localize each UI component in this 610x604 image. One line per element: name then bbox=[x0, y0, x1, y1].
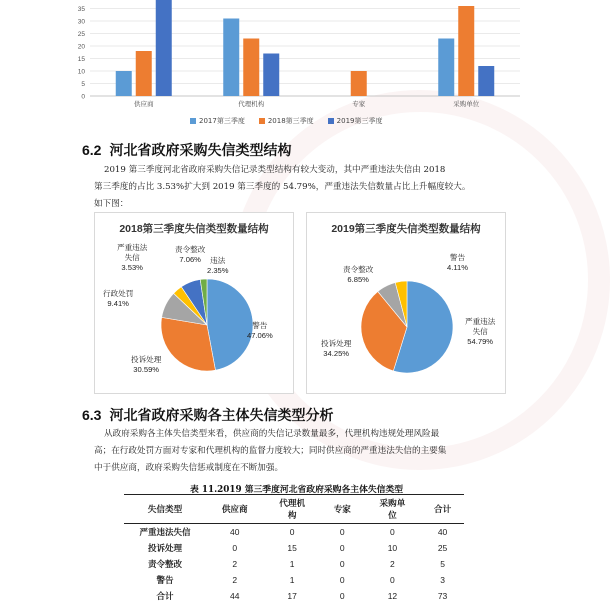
table-cell: 40 bbox=[437, 527, 448, 537]
table-header-cell: 供应商 bbox=[206, 495, 263, 524]
pie-chart-2019 bbox=[306, 212, 506, 394]
table-cell: 0 bbox=[339, 527, 345, 537]
bar-0-0 bbox=[116, 71, 132, 96]
table-cell: 警告 bbox=[156, 576, 174, 586]
section-title: 河北省政府采购失信类型结构 bbox=[109, 143, 292, 159]
table-row bbox=[124, 588, 464, 604]
paragraph-6-2 bbox=[94, 162, 574, 213]
table-cell: 10 bbox=[387, 543, 398, 553]
table-cell: 2 bbox=[232, 575, 238, 585]
legend-label: 2019第三季度 bbox=[336, 117, 383, 125]
table-cell: 0 bbox=[390, 527, 395, 537]
bar-chart-legend bbox=[190, 116, 382, 126]
paragraph-line: 2019 第三季度河北省政府采购失信记录类型结构有较大变动，其中严重违法失信由 2018 bbox=[104, 165, 446, 175]
pie-chart-title: 2018第三季度失信类型数量结构 bbox=[119, 223, 269, 235]
bar-2-3 bbox=[478, 66, 494, 96]
legend-item bbox=[259, 116, 314, 126]
table-row bbox=[124, 540, 464, 556]
legend-item bbox=[328, 116, 383, 126]
paragraph-line: 从政府采购各主体失信类型来看，供应商的失信记录数量最多，代理机构违规处理风险最 bbox=[104, 429, 440, 439]
y-tick-label: 25 bbox=[77, 31, 85, 38]
bar-1-0 bbox=[136, 51, 152, 96]
pie-slice-1 bbox=[161, 317, 215, 371]
bar-0-1 bbox=[223, 19, 239, 97]
paragraph-6-3 bbox=[94, 426, 574, 477]
pie-2019-svg bbox=[307, 213, 505, 393]
bar-2-1 bbox=[263, 54, 279, 97]
x-tick-label: 采购单位 bbox=[453, 101, 480, 108]
table-cell: 5 bbox=[440, 559, 445, 569]
table-header-cell: 失信类型 bbox=[124, 495, 206, 524]
table-cell: 73 bbox=[437, 591, 448, 601]
legend-swatch bbox=[190, 118, 196, 124]
table-header-cell: 采购单 位 bbox=[364, 495, 421, 524]
table-row bbox=[124, 572, 464, 588]
bar-2-0 bbox=[156, 0, 172, 96]
y-tick-label: 20 bbox=[77, 43, 85, 51]
legend-item bbox=[190, 116, 245, 126]
table-row bbox=[124, 524, 464, 541]
table-cell: 0 bbox=[339, 575, 345, 585]
table-header-cell: 专家 bbox=[321, 495, 364, 524]
paragraph-line: 如下图： bbox=[94, 199, 129, 209]
y-tick-label: 15 bbox=[77, 56, 85, 63]
pie-label-warn: 警告 4.11% bbox=[447, 253, 468, 272]
table-cell: 1 bbox=[289, 559, 295, 569]
bar-1-1 bbox=[243, 39, 259, 97]
pie-chart-2018 bbox=[94, 212, 294, 394]
pie-label-serious: 严重违法 失信 3.53% bbox=[117, 243, 148, 272]
pie-chart-title: 2019第三季度失信类型数量结构 bbox=[331, 223, 481, 235]
table-cell: 44 bbox=[229, 591, 240, 601]
table-cell: 0 bbox=[289, 527, 295, 537]
table-cell: 合计 bbox=[156, 592, 174, 602]
data-table bbox=[124, 494, 464, 604]
bar-1-2 bbox=[351, 71, 367, 96]
table-cell: 投诉处理 bbox=[147, 544, 182, 554]
legend-label: 2017第三季度 bbox=[199, 117, 245, 125]
section-6-2-heading bbox=[82, 140, 291, 160]
table-cell: 3 bbox=[440, 575, 445, 585]
pie-label-illegal: 违法 2.35% bbox=[207, 256, 229, 275]
section-number: 6.3 bbox=[82, 407, 102, 423]
legend-swatch bbox=[328, 118, 334, 124]
paragraph-line: 高；在行政处罚方面对专家和代理机构的监督力度较大；同时供应商的严重违法失信的主要集 bbox=[94, 446, 447, 456]
y-tick-label: 30 bbox=[77, 18, 85, 26]
table-cell: 0 bbox=[339, 543, 345, 553]
y-tick-label: 35 bbox=[77, 6, 85, 13]
section-title: 河北省政府采购各主体失信类型分析 bbox=[109, 408, 334, 424]
x-tick-label: 专家 bbox=[352, 101, 366, 108]
pie-label-complaint: 投诉处理 34.25% bbox=[321, 339, 352, 358]
table-cell: 0 bbox=[339, 591, 345, 601]
table-cell: 12 bbox=[387, 591, 398, 601]
table-cell: 责令整改 bbox=[147, 560, 182, 570]
pie-label-rectify: 责令整改 7.06% bbox=[175, 245, 206, 264]
paragraph-line: 第三季度的占比 3.53%扩大到 2019 第三季度的 54.79%，严重违法失信数量占比上升幅度较大。 bbox=[94, 182, 471, 192]
x-tick-label: 代理机构 bbox=[238, 101, 265, 108]
table-cell: 15 bbox=[287, 543, 297, 553]
bar-chart bbox=[60, 0, 530, 125]
table-cell: 2 bbox=[390, 559, 395, 569]
table-cell: 40 bbox=[229, 527, 240, 537]
table-cell: 17 bbox=[287, 591, 297, 601]
pie-label-serious: 严重违法 失信 54.79% bbox=[465, 317, 496, 346]
y-tick-label: 0 bbox=[81, 93, 85, 101]
section-6-3-heading bbox=[82, 405, 333, 425]
table-cell: 0 bbox=[232, 543, 238, 553]
table-cell: 1 bbox=[289, 575, 295, 585]
table-row bbox=[124, 556, 464, 572]
pie-label-rectify: 责令整改 6.85% bbox=[343, 265, 374, 284]
table-cell: 严重违法失信 bbox=[139, 528, 191, 538]
table-cell: 0 bbox=[390, 575, 395, 585]
paragraph-line: 中于供应商，政府采购失信惩戒制度在不断加强。 bbox=[94, 463, 284, 473]
pie-label-complaint: 投诉处理 30.59% bbox=[131, 355, 162, 374]
y-tick-label bbox=[78, 0, 86, 1]
table-cell: 2 bbox=[232, 559, 238, 569]
pie-label-admin: 行政处罚 9.41% bbox=[103, 289, 134, 308]
legend-swatch bbox=[259, 118, 265, 124]
pie-label-warn: 警告 47.06% bbox=[247, 321, 273, 340]
table-header-row bbox=[124, 495, 464, 524]
table-cell: 25 bbox=[437, 543, 448, 553]
section-number: 6.2 bbox=[82, 142, 102, 158]
y-tick-label: 5 bbox=[81, 81, 85, 88]
table-cell: 0 bbox=[339, 559, 345, 569]
y-tick-label: 10 bbox=[77, 68, 85, 76]
table-header-cell: 代理机 构 bbox=[263, 495, 320, 524]
legend-label: 2018第三季度 bbox=[267, 117, 314, 125]
x-tick-label: 供应商 bbox=[134, 101, 154, 108]
table-caption: 表 11.2019 第三季度河北省政府采购各主体失信类型 bbox=[190, 485, 404, 495]
bar-1-3 bbox=[458, 6, 474, 96]
bar-0-3 bbox=[438, 39, 454, 97]
table-header-cell: 合计 bbox=[421, 495, 464, 524]
